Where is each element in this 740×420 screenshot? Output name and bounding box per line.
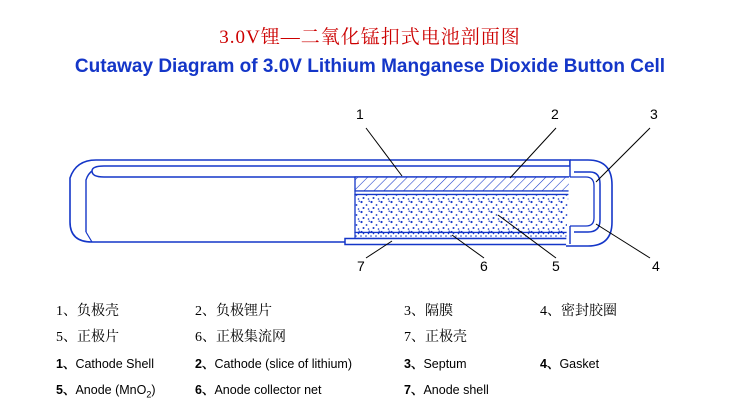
legend-cn-1-3: 3、隔膜: [404, 304, 453, 319]
legend-en-1-3: [404, 354, 467, 372]
legend-cn-1-4: 4、密封胶圈: [540, 304, 617, 319]
legend-cn-1-2: 2、负极锂片: [195, 304, 272, 319]
legend-en-1-3-num: 3、: [404, 357, 424, 371]
legend-en-1-4-text: Gasket: [559, 357, 600, 371]
legend-en-1-4: [540, 354, 599, 372]
legend-cn-2-2: 6、正极集流网: [195, 330, 286, 345]
legend-en-1-3-text: Septum: [423, 357, 467, 371]
legend-en-2-1-text: Anode (MnO$_2$): [75, 383, 156, 400]
legend-en-2-3: [404, 380, 489, 398]
legend-en-1-1-num: 1、: [56, 357, 76, 371]
callout-4: 4: [652, 258, 660, 274]
callout-3: 3: [650, 106, 658, 122]
legend-en-1-4-num: 4、: [540, 357, 560, 371]
legend-en-2-1: [56, 380, 156, 400]
legend-en-1-2-num: 2、: [195, 357, 215, 371]
legend-en-2-2: [195, 380, 321, 398]
callout-1: 1: [356, 106, 364, 122]
legend-en-2-3-text: Anode shell: [423, 383, 489, 397]
callout-5: 5: [552, 258, 560, 274]
legend-en-1-2: [195, 354, 352, 372]
callout-7: 7: [357, 258, 365, 274]
callout-6: 6: [480, 258, 488, 274]
legend-en-2-3-num: 7、: [404, 383, 424, 397]
legend-en-1-1-text: Cathode Shell: [75, 357, 154, 371]
legend-cn-2-3: 7、正极壳: [404, 330, 467, 345]
legend-en-1-1: [56, 354, 154, 372]
page-title-chinese: 3.0V锂—二氧化锰扣式电池剖面图: [219, 27, 521, 48]
legend-en-2-1-num: 5、: [56, 383, 76, 397]
legend-en-2-2-text: Anode collector net: [214, 383, 322, 397]
page-title-english: Cutaway Diagram of 3.0V Lithium Manganese Dioxide Button Cell: [74, 56, 666, 77]
legend-en-2-2-num: 6、: [195, 383, 215, 397]
legend-cn-1-1: 1、负极壳: [56, 304, 119, 319]
legend-en-1-2-text: Cathode (slice of lithium): [214, 357, 353, 371]
legend-cn-2-1: 5、正极片: [56, 330, 119, 345]
callout-2: 2: [551, 106, 559, 122]
